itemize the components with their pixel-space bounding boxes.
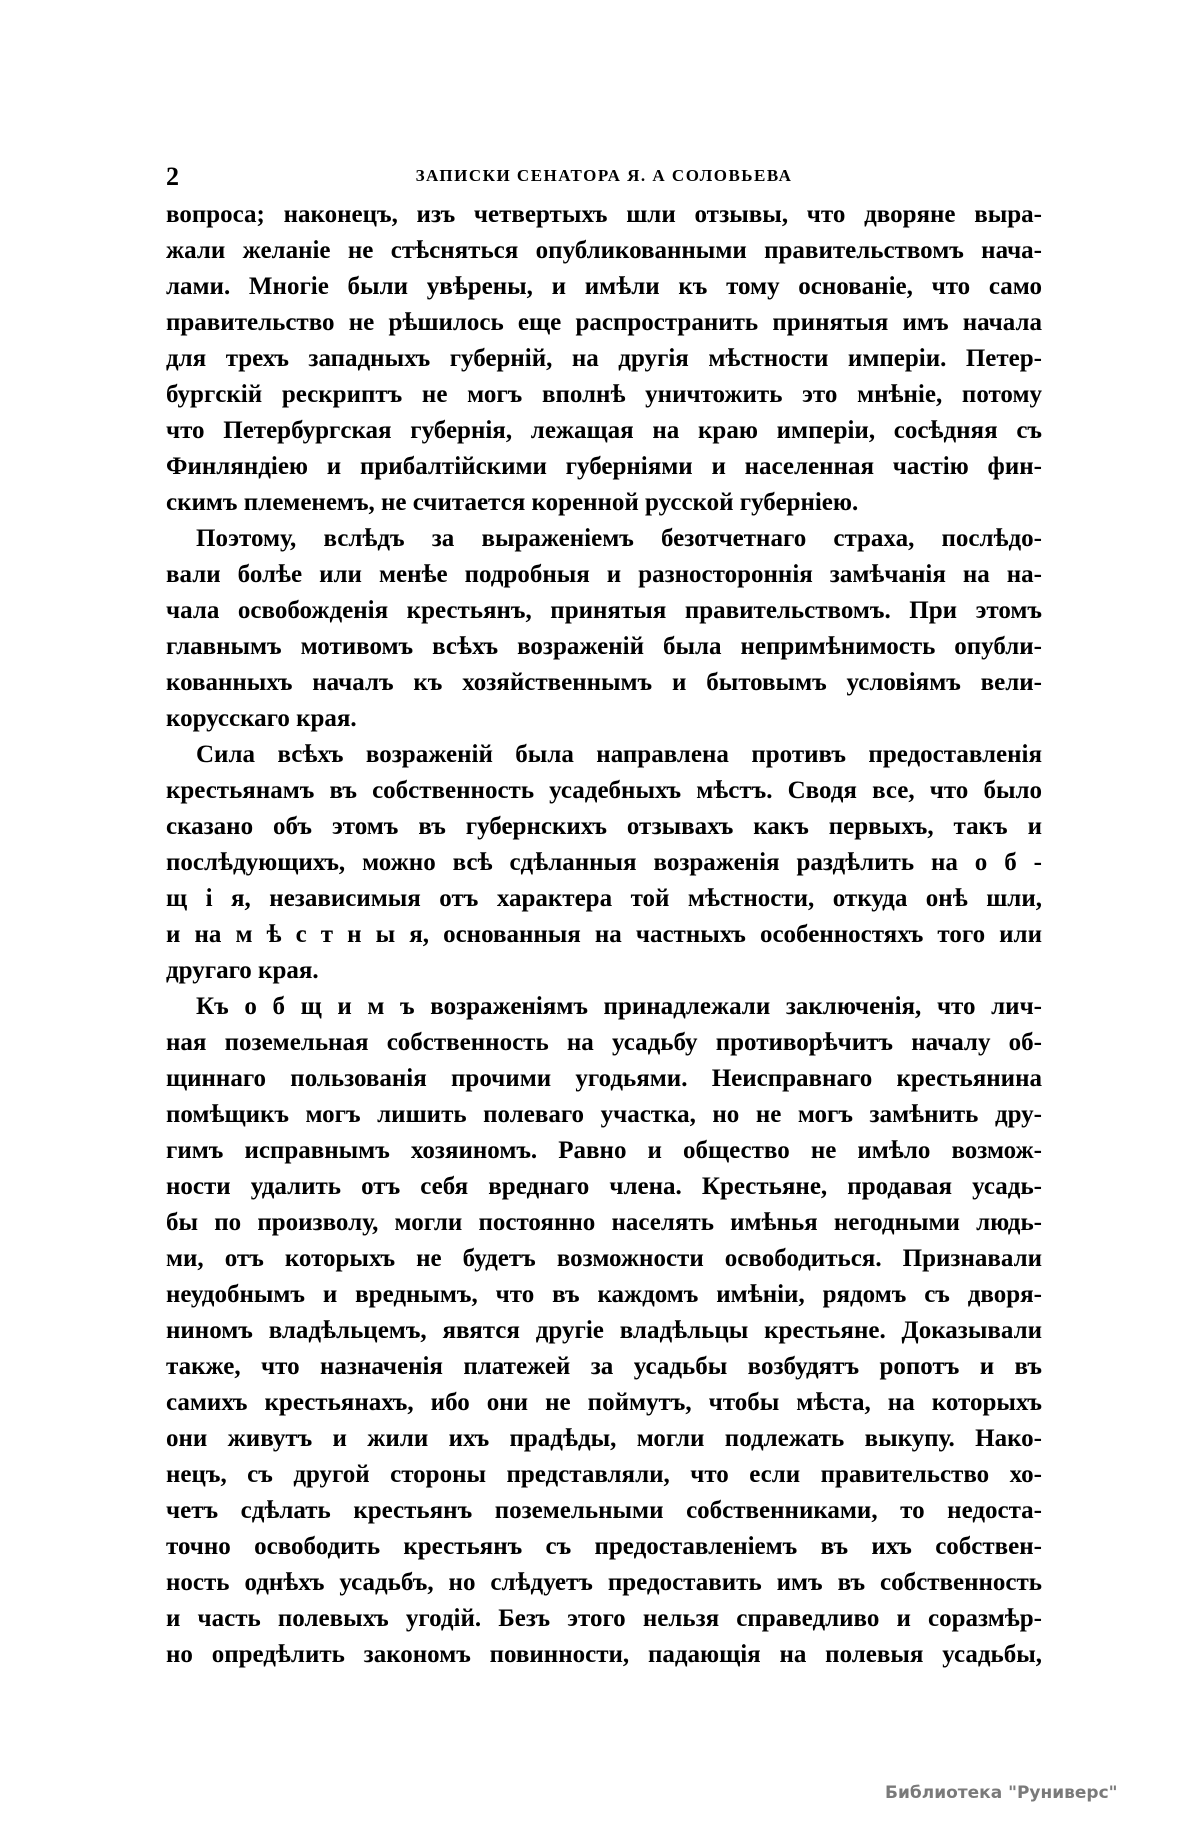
text-line: ная поземельная собственность на усадьбу противорѣчитъ началу об- — [166, 1029, 1042, 1056]
text-line: крестьянамъ въ собственность усадебныхъ мѣстъ. Сводя все, что было — [166, 777, 1042, 804]
page-header — [166, 162, 1042, 192]
text-line: они живутъ и жили ихъ прадѣды, могли подлежать выкупу. Нако- — [166, 1425, 1042, 1452]
text-line: скимъ племенемъ, не считается коренной русской губерніею. — [166, 489, 859, 516]
paragraph — [166, 521, 1042, 737]
library-watermark: Библиотека "Руниверс" — [885, 1783, 1118, 1803]
text-line: чала освобожденія крестьянъ, принятыя правительствомъ. При этомъ — [166, 597, 1042, 624]
paragraph — [166, 197, 1042, 521]
text-line: и на м ѣ с т н ы я, основанныя на частныхъ особенностяхъ того или — [166, 921, 1042, 948]
text-line: бы по произволу, могли постоянно населять имѣнья негодными людь- — [166, 1209, 1042, 1236]
page-number: 2 — [166, 162, 179, 191]
text-line: также, что назначенія платежей за усадьбы возбудятъ ропотъ и въ — [166, 1353, 1042, 1380]
text-line: неудобнымъ и вреднымъ, что въ каждомъ имѣніи, рядомъ съ дворя- — [166, 1281, 1042, 1308]
text-line: вали болѣе или менѣе подробныя и разностороннія замѣчанія на на- — [166, 561, 1042, 588]
paragraph — [166, 989, 1042, 1673]
text-line: помѣщикъ могъ лишить полеваго участка, но не могъ замѣнить дру- — [166, 1101, 1042, 1128]
text-line: сказано объ этомъ въ губернскихъ отзывахъ какъ первыхъ, такъ и — [166, 813, 1042, 840]
text-line: ность однѣхъ усадьбъ, но слѣдуетъ предоставить имъ въ собственность — [166, 1569, 1042, 1596]
body-text — [166, 197, 1042, 1673]
text-line: щ і я, независимыя отъ характера той мѣстности, откуда онѣ шли, — [166, 885, 1042, 912]
text-line: точно освободить крестьянъ съ предоставленіемъ въ ихъ собствен- — [166, 1533, 1042, 1560]
text-line: жали желаніе не стѣсняться опубликованными правительствомъ нача- — [166, 237, 1042, 264]
text-line: вопроса; наконецъ, изъ четвертыхъ шли отзывы, что дворяне выра- — [166, 201, 1042, 228]
text-line: лами. Многіе были увѣрены, и имѣли къ тому основаніе, что само — [166, 273, 1042, 300]
running-title: ЗАПИСКИ СЕНАТОРА Я. А СОЛОВЬЕВА — [415, 166, 793, 185]
text-line: ниномъ владѣльцемъ, явятся другіе владѣльцы крестьяне. Доказывали — [166, 1317, 1042, 1344]
paragraph — [166, 737, 1042, 989]
text-line: бургскій рескриптъ не могъ вполнѣ уничтожить это мнѣніе, потому — [166, 381, 1042, 408]
text-line: и часть полевыхъ угодій. Безъ этого нельзя справедливо и соразмѣр- — [166, 1605, 1042, 1632]
text-line: главнымъ мотивомъ всѣхъ возраженій была непримѣнимость опубли- — [166, 633, 1042, 660]
text-line: кованныхъ началъ къ хозяйственнымъ и бытовымъ условіямъ вели- — [166, 669, 1042, 696]
text-line: правительство не рѣшилось еще распространить принятыя имъ начала — [166, 309, 1042, 336]
text-line: ми, отъ которыхъ не будетъ возможности освободиться. Признавали — [166, 1245, 1042, 1272]
text-line: гимъ исправнымъ хозяиномъ. Равно и общество не имѣло возмож- — [166, 1137, 1042, 1164]
text-line: что Петербургская губернія, лежащая на краю имперіи, сосѣдняя съ — [166, 417, 1042, 444]
text-line: нецъ, съ другой стороны представляли, что если правительство хо- — [166, 1461, 1042, 1488]
text-line: четъ сдѣлать крестьянъ поземельными собственниками, то недоста- — [166, 1497, 1042, 1524]
text-line: Финляндіею и прибалтійскими губерніями и населенная частію фин- — [166, 453, 1042, 480]
text-line: для трехъ западныхъ губерній, на другія мѣстности имперіи. Петер- — [166, 345, 1042, 372]
text-line: Поэтому, вслѣдъ за выраженіемъ безотчетнаго страха, послѣдо- — [196, 525, 1042, 552]
text-line: но опредѣлить закономъ повинности, падающія на полевыя усадьбы, — [166, 1641, 1042, 1668]
text-line: Сила всѣхъ возраженій была направлена противъ предоставленія — [196, 741, 1042, 768]
text-line: самихъ крестьянахъ, ибо они не поймутъ, чтобы мѣста, на которыхъ — [166, 1389, 1042, 1416]
text-line: щиннаго пользованія прочими угодьями. Неисправнаго крестьянина — [166, 1065, 1042, 1092]
text-line: Къ о б щ и м ъ возраженіямъ принадлежали заключенія, что лич- — [196, 993, 1042, 1020]
text-line: ности удалить отъ себя вреднаго члена. Крестьяне, продавая усадь- — [166, 1173, 1042, 1200]
text-line: послѣдующихъ, можно всѣ сдѣланныя возраженія раздѣлить на о б - — [166, 849, 1042, 876]
text-line: корусскаго края. — [166, 705, 357, 732]
text-line: другаго края. — [166, 957, 319, 984]
